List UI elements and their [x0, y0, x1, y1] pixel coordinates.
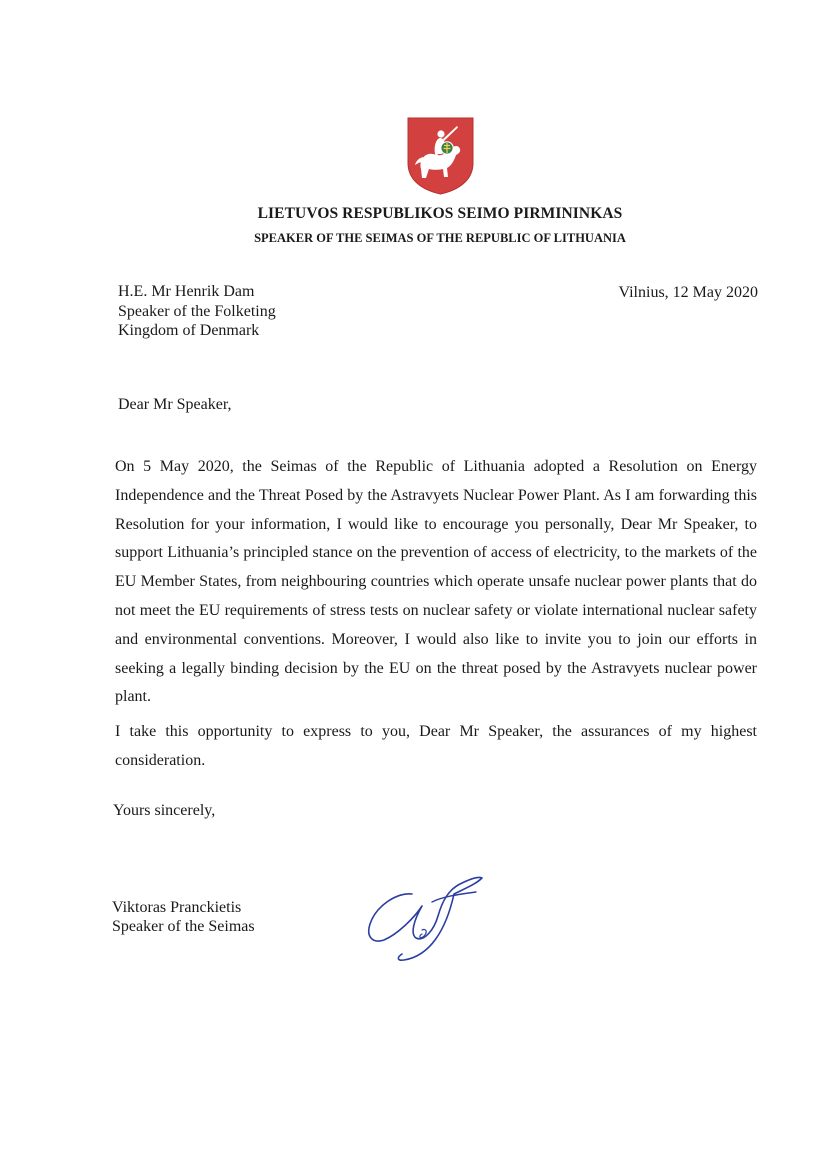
letterhead-title-en: SPEAKER OF THE SEIMAS OF THE REPUBLIC OF LITHUANIA	[254, 231, 626, 245]
body-paragraph-1: On 5 May 2020, the Seimas of the Republic of Lithuania adopted a Resolution on Energy Independence and the Threat Posed by the Astravyets Nuclear Power Plant. As I am forwarding this Resolution for your information, I would like to encourage you personally, Dear Mr Speaker, to support Lithuania’s principled stance on the prevention of access of electricity, to the markets of the EU Member States, from neighbouring countries which operate unsafe nuclear power plants that do not meet the EU requirements of stress tests on nuclear safety or violate international nuclear safety and environmental conventions. Moreover, I would also like to invite you to join our efforts in seeking a legally binding decision by the EU on the threat posed by the Astravyets nuclear power plant.	[115, 458, 757, 706]
salutation: Dear Mr Speaker,	[118, 396, 232, 413]
closing: Yours sincerely,	[113, 802, 216, 819]
handwritten-signature	[362, 872, 502, 964]
body-paragraph-2: I take this opportunity to express to you, Dear Mr Speaker, the assurances of my highest consideration.	[115, 723, 757, 769]
letter-body	[115, 453, 757, 782]
addressee-country: Kingdom of Denmark	[118, 322, 260, 339]
addressee-block	[118, 282, 276, 341]
addressee-name: H.E. Mr Henrik Dam	[118, 283, 255, 300]
signatory-title: Speaker of the Seimas	[112, 918, 255, 935]
signatory-name: Viktoras Pranckietis	[112, 899, 242, 916]
coat-of-arms-icon	[407, 117, 474, 195]
addressee-title: Speaker of the Folketing	[118, 302, 276, 320]
place-date: Vilnius, 12 May 2020	[618, 284, 758, 301]
signatory-block	[112, 898, 255, 936]
letterhead-title-lt: LIETUVOS RESPUBLIKOS SEIMO PIRMININKAS	[257, 205, 623, 222]
